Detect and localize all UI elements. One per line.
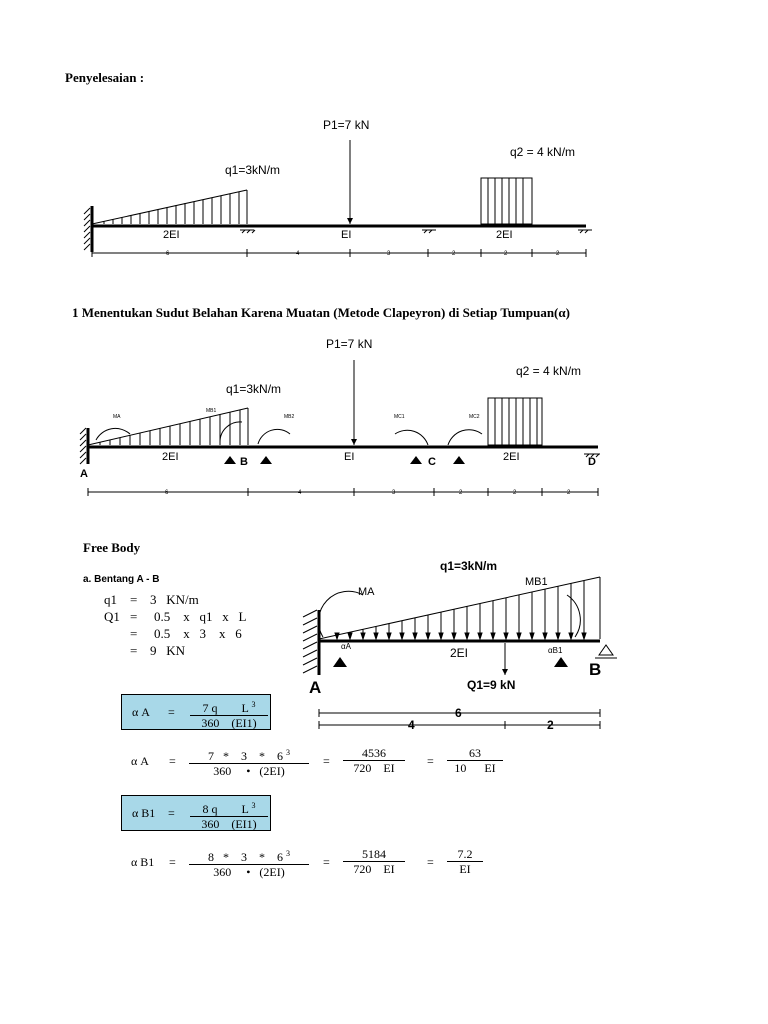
support-marks <box>240 230 592 233</box>
label-mc1: MC1 <box>394 414 405 420</box>
alpha-a-calc-eq3: = <box>427 754 434 768</box>
load-arrow-head <box>374 633 378 639</box>
fb-support-b1 <box>554 657 568 667</box>
support-label-b: B <box>240 456 248 468</box>
fb-dim-b: 2 <box>547 718 554 732</box>
triangular-load-q1-2 <box>88 408 248 445</box>
alpha-b1-f1-sup: 3 <box>286 849 290 858</box>
alpha-a-formula-box <box>121 694 271 730</box>
fixed-support-a-2 <box>80 428 88 464</box>
label-mb1: MB1 <box>206 408 217 414</box>
load-arrow-head <box>491 633 495 639</box>
dim2-2: 4 <box>298 490 302 496</box>
point-load-p1 <box>347 140 353 224</box>
alpha-a-box-lhs: α A <box>132 705 150 719</box>
load-arrow-head <box>439 633 443 639</box>
alpha-b1-f1-den: 360 • (2EI) <box>213 865 285 879</box>
alpha-b1-calc-lhs: α B1 <box>131 855 155 869</box>
alpha-b1-f2-den: 720 EI <box>353 862 395 876</box>
fb-label-Q1: Q1=9 kN <box>467 678 516 692</box>
dim2-4: 2 <box>459 490 463 496</box>
label-ma: MA <box>113 414 121 420</box>
load-arrow-head <box>335 633 339 639</box>
load-arrow-head <box>569 633 573 639</box>
fb-label-ma: MA <box>358 586 375 598</box>
page-title: Penyelesaian : <box>65 70 145 85</box>
load-arrow-head <box>400 633 404 639</box>
fb-line-2-c: 0.5 x q1 x L <box>154 609 247 624</box>
load-arrow-head <box>478 633 482 639</box>
alpha-b1-f3-den: EI <box>459 862 471 876</box>
label-ei-2-1: 2EI <box>162 451 179 463</box>
fb-line-1-c: 3 KN/m <box>150 592 199 607</box>
label-q2: q2 = 4 kN/m <box>510 145 576 159</box>
alpha-b1-f3-num: 7.2 <box>447 847 483 862</box>
alpha-a-f3-num: 63 <box>447 746 503 761</box>
support-label-d: D <box>588 456 596 468</box>
alpha-a-box-eq: = <box>168 705 175 719</box>
fb-fixed-support <box>303 610 319 675</box>
alpha-b1-calc <box>131 847 531 881</box>
fb-label-mb1: MB1 <box>525 576 548 588</box>
label-q1: q1=3kN/m <box>225 163 281 177</box>
uniform-load-q2-2 <box>488 398 542 445</box>
dim-5: 2 <box>504 251 508 257</box>
alpha-b1-calc-eq2: = <box>323 855 330 869</box>
dim2-6: 2 <box>567 490 571 496</box>
fb-line-3-c: 0.5 x 3 x 6 <box>154 626 242 641</box>
alpha-a-calc-eq2: = <box>323 754 330 768</box>
fb-label-b: B <box>589 660 602 679</box>
fb-dim-total: 6 <box>455 706 462 720</box>
alpha-b1-box-num: 8 q L <box>202 802 249 816</box>
dim-6: 2 <box>556 251 560 257</box>
fb-support-a <box>333 657 347 667</box>
alpha-a-calc-frac3 <box>447 746 503 775</box>
alpha-a-box-den: 360 (EI1) <box>201 716 257 730</box>
load-arrow-head <box>348 633 352 639</box>
dim2-1: 6 <box>165 490 169 496</box>
load-arrow-head <box>543 633 547 639</box>
fb-line-2-b: = <box>130 609 138 624</box>
free-body-diagram <box>295 555 630 740</box>
alpha-b1-calc-frac2 <box>343 847 405 876</box>
moment-arcs <box>96 422 482 445</box>
alpha-a-box-num-sup: 3 <box>251 700 256 709</box>
dim-1: 6 <box>166 251 170 257</box>
free-body-title: Free Body <box>83 540 141 555</box>
beam-diagram-2 <box>0 330 768 505</box>
beam-diagram-1 <box>0 110 768 270</box>
label-q1-2: q1=3kN/m <box>226 382 282 396</box>
dim2-5: 2 <box>513 490 517 496</box>
load-arrow-head <box>504 633 508 639</box>
fb-line-3-b: = <box>130 626 138 641</box>
fb-label-alpha-a: αA <box>341 642 351 651</box>
alpha-a-calc-frac1 <box>189 746 309 778</box>
fb-line-1-b: = <box>130 592 138 607</box>
label-p1-2: P1=7 kN <box>326 337 373 351</box>
fb-line-4-b: = <box>130 643 138 658</box>
alpha-b1-box-eq: = <box>168 806 175 820</box>
alpha-b1-calc-eq: = <box>169 855 176 869</box>
alpha-b1-f1-num: 8 * 3 * 6 <box>208 850 283 864</box>
alpha-a-calc <box>131 746 531 780</box>
load-arrow-head <box>465 633 469 639</box>
alpha-a-calc-lhs: α A <box>131 754 149 768</box>
dim-3: 3 <box>387 251 391 257</box>
fb-line-2-a: Q1 <box>104 609 120 624</box>
alpha-a-calc-eq: = <box>169 754 176 768</box>
fb-line-4-c: 9 KN <box>150 643 186 658</box>
alpha-b1-formula-box <box>121 795 271 831</box>
fb-label-a: A <box>309 678 322 697</box>
fb-label-alpha-b1: αB1 <box>548 646 563 655</box>
alpha-a-f2-den: 720 EI <box>353 761 395 775</box>
free-body-sub: a. Bentang A - B <box>83 574 160 585</box>
fb-support-b <box>599 645 613 655</box>
point-load-p1-2 <box>351 360 357 445</box>
fixed-support-a <box>84 206 92 252</box>
alpha-a-calc-frac2 <box>343 746 405 775</box>
label-ei-2: EI <box>341 229 352 241</box>
load-arrow-head <box>582 633 586 639</box>
load-arrow-head <box>517 633 521 639</box>
alpha-b1-calc-eq3: = <box>427 855 434 869</box>
alpha-b1-box-den: 360 (EI1) <box>201 817 257 831</box>
label-ei-2-2: EI <box>344 451 355 463</box>
fb-label-q1: q1=3kN/m <box>440 559 498 573</box>
fb-dim-a: 4 <box>408 718 415 732</box>
load-arrow-head <box>361 633 365 639</box>
section-heading-1: 1 Menentukan Sudut Belahan Karena Muatan (Metode Clapeyron) di Setiap Tumpuan(α) <box>72 305 570 320</box>
label-q2-2: q2 = 4 kN/m <box>516 364 582 378</box>
fb-line-1-a: q1 <box>104 592 117 607</box>
label-ei-3: 2EI <box>496 229 513 241</box>
alpha-b1-box-frac <box>190 799 268 831</box>
alpha-a-f1-num: 7 * 3 * 6 <box>208 749 283 763</box>
alpha-b1-f2-num: 5184 <box>343 847 405 862</box>
support-label-a: A <box>80 468 88 480</box>
triangular-load-q1 <box>92 190 247 224</box>
load-arrow-head <box>530 633 534 639</box>
alpha-a-f1-sup: 3 <box>286 748 290 757</box>
load-arrow-head <box>426 633 430 639</box>
label-ei-2-3: 2EI <box>503 451 520 463</box>
label-mc2: MC2 <box>469 414 480 420</box>
alpha-a-f3-den: 10 EI <box>454 761 496 775</box>
alpha-b1-box-lhs: α B1 <box>132 806 156 820</box>
alpha-a-f2-num: 4536 <box>343 746 405 761</box>
dim-4: 2 <box>452 251 456 257</box>
dim2-3: 3 <box>392 490 396 496</box>
alpha-b1-calc-frac1 <box>189 847 309 879</box>
load-arrow-head <box>413 633 417 639</box>
alpha-a-box-frac <box>190 698 268 730</box>
support-label-c: C <box>428 456 436 468</box>
label-p1: P1=7 kN <box>323 118 370 132</box>
load-arrow-head <box>387 633 391 639</box>
alpha-b1-box-num-sup: 3 <box>251 801 256 810</box>
label-mb2: MB2 <box>284 414 295 420</box>
fb-label-ei: 2EI <box>450 646 469 660</box>
load-arrow-head <box>452 633 456 639</box>
alpha-a-box-num: 7 q L <box>202 701 249 715</box>
load-arrow-head <box>556 633 560 639</box>
dim-2: 4 <box>296 251 300 257</box>
label-ei-1: 2EI <box>163 229 180 241</box>
uniform-load-q2 <box>481 178 532 224</box>
alpha-a-f1-den: 360 • (2EI) <box>213 764 285 778</box>
alpha-b1-calc-frac3 <box>447 847 483 876</box>
